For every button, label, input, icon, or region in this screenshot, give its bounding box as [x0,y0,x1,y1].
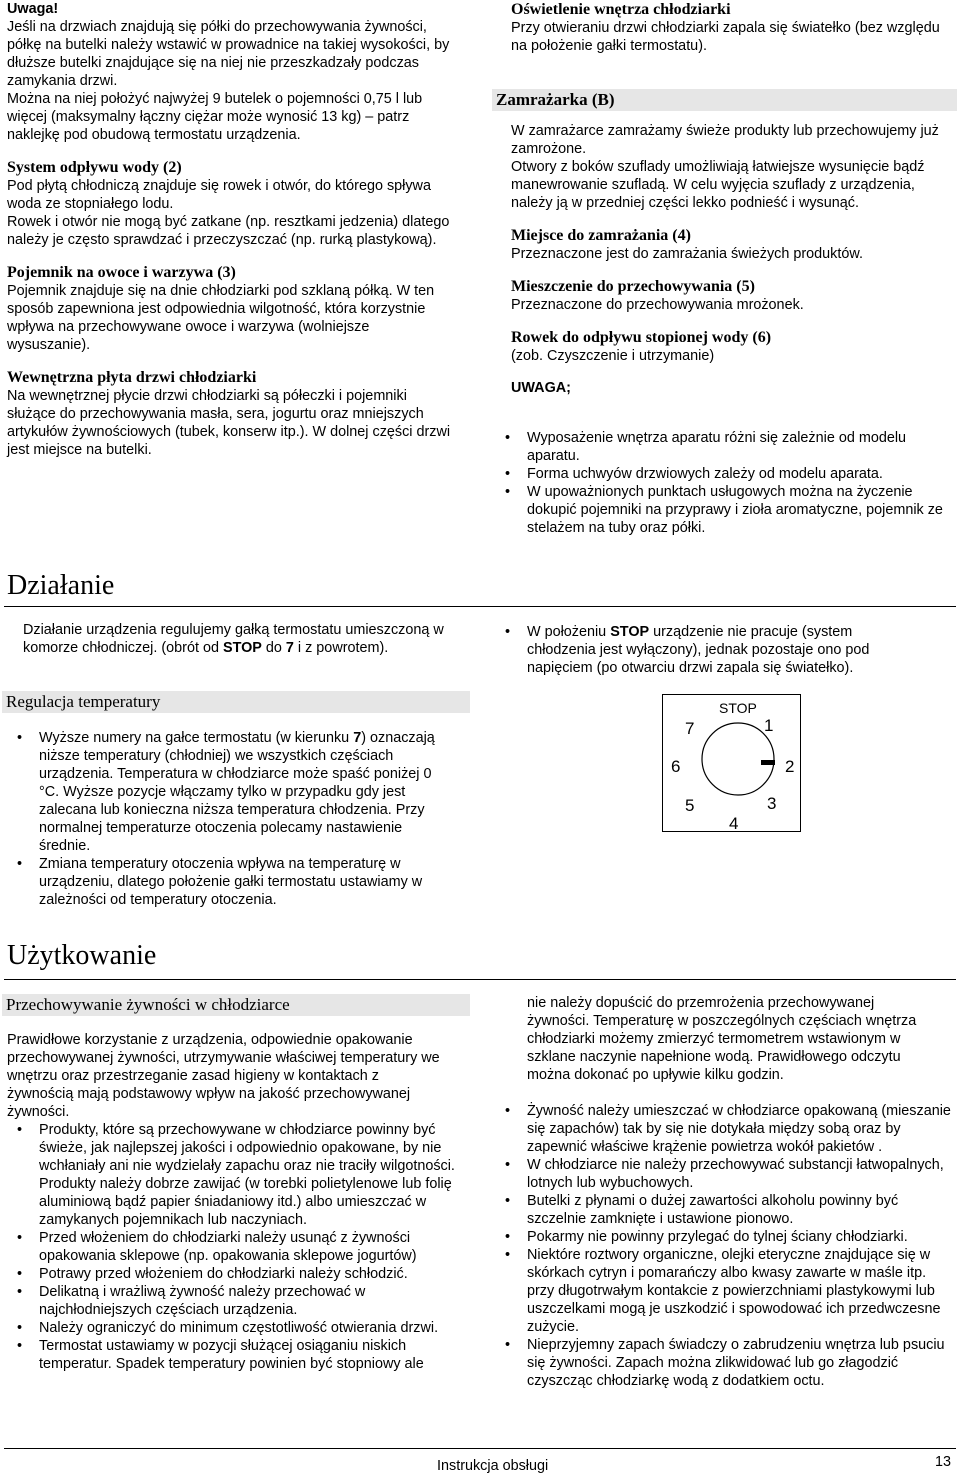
rowek-heading: Rowek do odpływu stopionej wody (6) [511,329,772,346]
list-item: • Przed włożeniem do chłodziarki należy usunąć z żywności opakowania sklepowe (np. opakowania sklepowe jogurtów) [11,1229,466,1265]
miejsce-heading: Miejsce do zamrażania (4) [511,227,691,244]
footer-rule [4,1448,956,1449]
list-item: • W upoważnionych punktach usługowych można na życzenie dokupić pojemniki na przyprawy i zioła aromatyczne, pojemnik ze stelażem na tuby oraz półki. [499,483,954,537]
pojemnik-paragraph: Pojemnik znajduje się na dnie chłodziarki pod szklaną półką. W ten sposób zapewniona jest odpowiednia wilgotność, która korzystnie wpływa na przechowywane owoce i warzywa (wolniejsze wysuszanie). [7,283,435,353]
list-item: • Żywność należy umieszczać w chłodziarce opakowaną (mieszanie się zapachów) tak by się nie dotykała między sobą oraz by zapewnić właściwe krążenie powietrza wokół pakietów . [499,1102,957,1156]
regulacja-heading-bar [2,691,470,713]
regulacja-heading: Regulacja temperatury [6,692,161,711]
pojemnik-heading: Pojemnik na owoce i warzywa (3) [7,264,236,281]
zamrazarka-paragraph-2: Otwory z boków szuflady umożliwiają łatwiejsze wysunięcie bądź manewrowanie szufladą. W celu wyjęcia szuflady z urządzenia, należy ją w przedniej części lekko podnieść i wysunąć. [511,159,925,211]
list-item: • Wyższe numery na gałce termostatu (w kierunku 7) oznaczają niższe temperatury (chłodniej) we wszystkich częściach urządzenia. Temperatura w chłodziarce może spaść poniżej 0 °C. Wyższe pozycje włączamy tylko w przypadku gdy jest zalecana lub konieczna niższa temperatura chłodzenia. Przy normalnej temperaturze otoczenia polecamy nastawienie średnie. [11,729,451,855]
zamrazarka-heading-bar [492,89,957,111]
przechowywanie-heading: Przechowywanie żywności w chłodziarce [6,995,290,1014]
przechowywanie-intro: Prawidłowe korzystanie z urządzenia, odpowiednie opakowanie przechowywanej żywności, utrzymywanie właściwej temperatury we wnętrzu oraz przestrzeganie zasad higieny w kontaktach z żywnością mają podstawowy wpływ na jakość przechowywanej żywności. [7,1032,440,1120]
list-item: • W chłodziarce nie należy przechowywać substancji łatwopalnych, lotnych lub wybuchowych. [499,1156,957,1192]
oswietlenie-paragraph: Przy otwieraniu drzwi chłodziarki zapala się światełko (bez względu na położenie gałki termostatu). [511,20,940,54]
right-column-top [511,0,955,55]
mieszczenie-paragraph: Przeznaczone do przechowywania mrożonek. [511,297,804,313]
przechowywanie-right-list [499,1102,957,1390]
dial-label-3: 3 [767,794,777,813]
list-item: • Pokarmy nie powinny przylegać do tylnej ściany chłodziarki. [499,1228,957,1246]
system-heading: System odpływu wody (2) [7,159,182,176]
dial-label-stop: STOP [719,700,757,716]
footer-label: Instrukcja obsługi [437,1458,549,1474]
dzialanie-right-list [499,623,919,677]
dzialanie-rule [4,606,956,607]
dial-label-4: 4 [729,814,739,831]
list-item: • Nieprzyjemny zapach świadczy o zabrudzeniu wnętrza lub psuciu się żywności. Zapach można zlikwidować lub go złagodzić czyszcząc chłodziarkę wodą z dodatkiem octu. [499,1336,957,1390]
list-item: • Forma uchwyów drzwiowych zależy od modelu aparata. [499,465,954,483]
page-number: 13 [935,1454,952,1470]
dzialanie-title: Działanie [7,570,115,601]
list-item: • Wyposażenie wnętrza aparatu różni się zależnie od modelu aparatu. [499,429,954,465]
list-item: • Należy ograniczyć do minimum częstotliwość otwierania drzwi. [11,1319,466,1337]
oswietlenie-heading: Oświetlenie wnętrza chłodziarki [511,1,731,18]
przechowywanie-right-continuation: nie należy dopuścić do przemrożenia przechowywanej żywności. Temperaturę w poszczególnych częściach wnętrza chłodziarki możemy zmierzyć termometrem wstawionym w szklane naczynie napełnione wodą. Prawidłowego odczytu można dokonać po upływie kilku godzin. [527,995,917,1083]
uwaga-paragraph-1: Jeśli na drzwiach znajdują się półki do przechowywania żywności, półkę na butelki należy wstawić w prowadnice na takiej wysokości, by dłuższe butelki znajdujące się na niej nie przeszkadzały podczas zamykania drzwi. [7,19,450,89]
przechowywanie-heading-bar [2,994,470,1016]
plyta-heading: Wewnętrzna płyta drzwi chłodziarki [7,369,257,386]
dial-pointer [761,760,775,765]
regulacja-list [11,729,451,909]
list-item: • Potrawy przed włożeniem do chłodziarki należy schłodzić. [11,1265,466,1283]
plyta-paragraph: Na wewnętrznej płycie drzwi chłodziarki są półeczki i pojemniki służące do przechowywania masła, sera, jogurtu oraz mniejszych artykułów żywnościowych (tubek, konserw itp.). W dolnej części drzwi jest miejsce na butelki. [7,388,451,458]
system-paragraph-2: Rowek i otwór nie mogą być zatkane (np. resztkami jedzenia) dlatego należy je często sprawdzać i przeczyszczać (np. rurką plastykową). [7,214,450,248]
list-item: • W położeniu STOP urządzenie nie pracuje (system chłodzenia jest wyłączony), jednak pozostaje ono pod napięciem (po otwarciu drzwi zapala się światełko). [499,623,919,677]
left-column-top [7,0,455,459]
uwaga2-heading: UWAGA; [511,380,571,396]
uwaga2-list [499,429,954,537]
list-item: • Niektóre roztwory organiczne, olejki eteryczne znajdujące się w skórkach cytryn i pomarańczy albo kwasy zawarte w maśle itp. przy długotrwałym kontakcie z powierzchniami plastykowymi lub uszczelkami mogą je uszkodzić i spowodować ich przedwczesne zużycie. [499,1246,957,1336]
dial-label-6: 6 [671,757,681,776]
uzytkowanie-title: Użytkowanie [7,940,157,971]
przechowywanie-left-list [11,1121,466,1373]
seven-label: 7 [285,640,294,656]
stop-label: STOP [222,640,262,656]
uwaga-paragraph-2: Można na niej położyć najwyżej 9 butelek o pojemności 0,75 l lub więcej (maksymalny łączny ciężar może wynosić 13 kg) – patrz naklejkę pod obudową termostatu urządzenia. [7,91,423,143]
rowek-paragraph: (zob. Czyszczenie i utrzymanie) [511,348,715,364]
dial-label-7: 7 [685,719,695,738]
dial-label-1: 1 [764,716,774,735]
zamrazarka-heading: Zamrażarka (B) [496,90,615,109]
dial-label-2: 2 [785,757,795,776]
stop-label: STOP [610,624,650,640]
list-item: • Butelki z płynami o dużej zawartości alkoholu powinny być szczelnie zamknięte i ustawione pionowo. [499,1192,957,1228]
list-item: • Produkty, które są przechowywane w chłodziarce powinny być świeże, jak najlepszej jakości i odpowiednio opakowane, by nie wchłaniały ani nie wydzielały zapachu oraz nie traciły wilgotności. Produkty należy dobrze zawijać (w torebki polietylenowe lub folię aluminiową bądź papier śniadaniowy itd.) albo umieszczać w zamykanych pojemnikach lub naczyniach. [11,1121,466,1229]
uzytkowanie-rule [4,979,956,980]
uwaga-heading: Uwaga! [7,1,59,17]
miejsce-paragraph: Przeznaczone jest do zamrażania świeżych produktów. [511,246,863,262]
mieszczenie-heading: Mieszczenie do przechowywania (5) [511,278,755,295]
right-column-mid [511,122,955,397]
zamrazarka-paragraph-1: W zamrażarce zamrażamy świeże produkty lub przechowujemy już zamrożone. [511,123,939,157]
list-item: • Zmiana temperatury otoczenia wpływa na temperaturę w urządzeniu, dlatego położenie gałki termostatu ustawiamy w zależności od temperatury otoczenia. [11,855,451,909]
dzialanie-paragraph: Działanie urządzenia regulujemy gałką termostatu umieszczoną w komorze chłodniczej. (obrót od STOP do 7 i z powrotem). [23,622,444,656]
thermostat-dial-figure [662,694,801,832]
list-item: • Delikatną i wrażliwą żywność należy przechować w najchłodniejszych częściach urządzenia. [11,1283,466,1319]
system-paragraph-1: Pod płytą chłodniczą znajduje się rowek i otwór, do którego spływa woda ze stopniałego lodu. [7,178,431,212]
list-item: • Termostat ustawiamy w pozycji służącej osiąganiu niskich temperatur. Spadek temperatury powinien być stopniowy ale [11,1337,466,1373]
thermostat-dial [663,695,800,831]
dial-label-5: 5 [685,796,695,815]
